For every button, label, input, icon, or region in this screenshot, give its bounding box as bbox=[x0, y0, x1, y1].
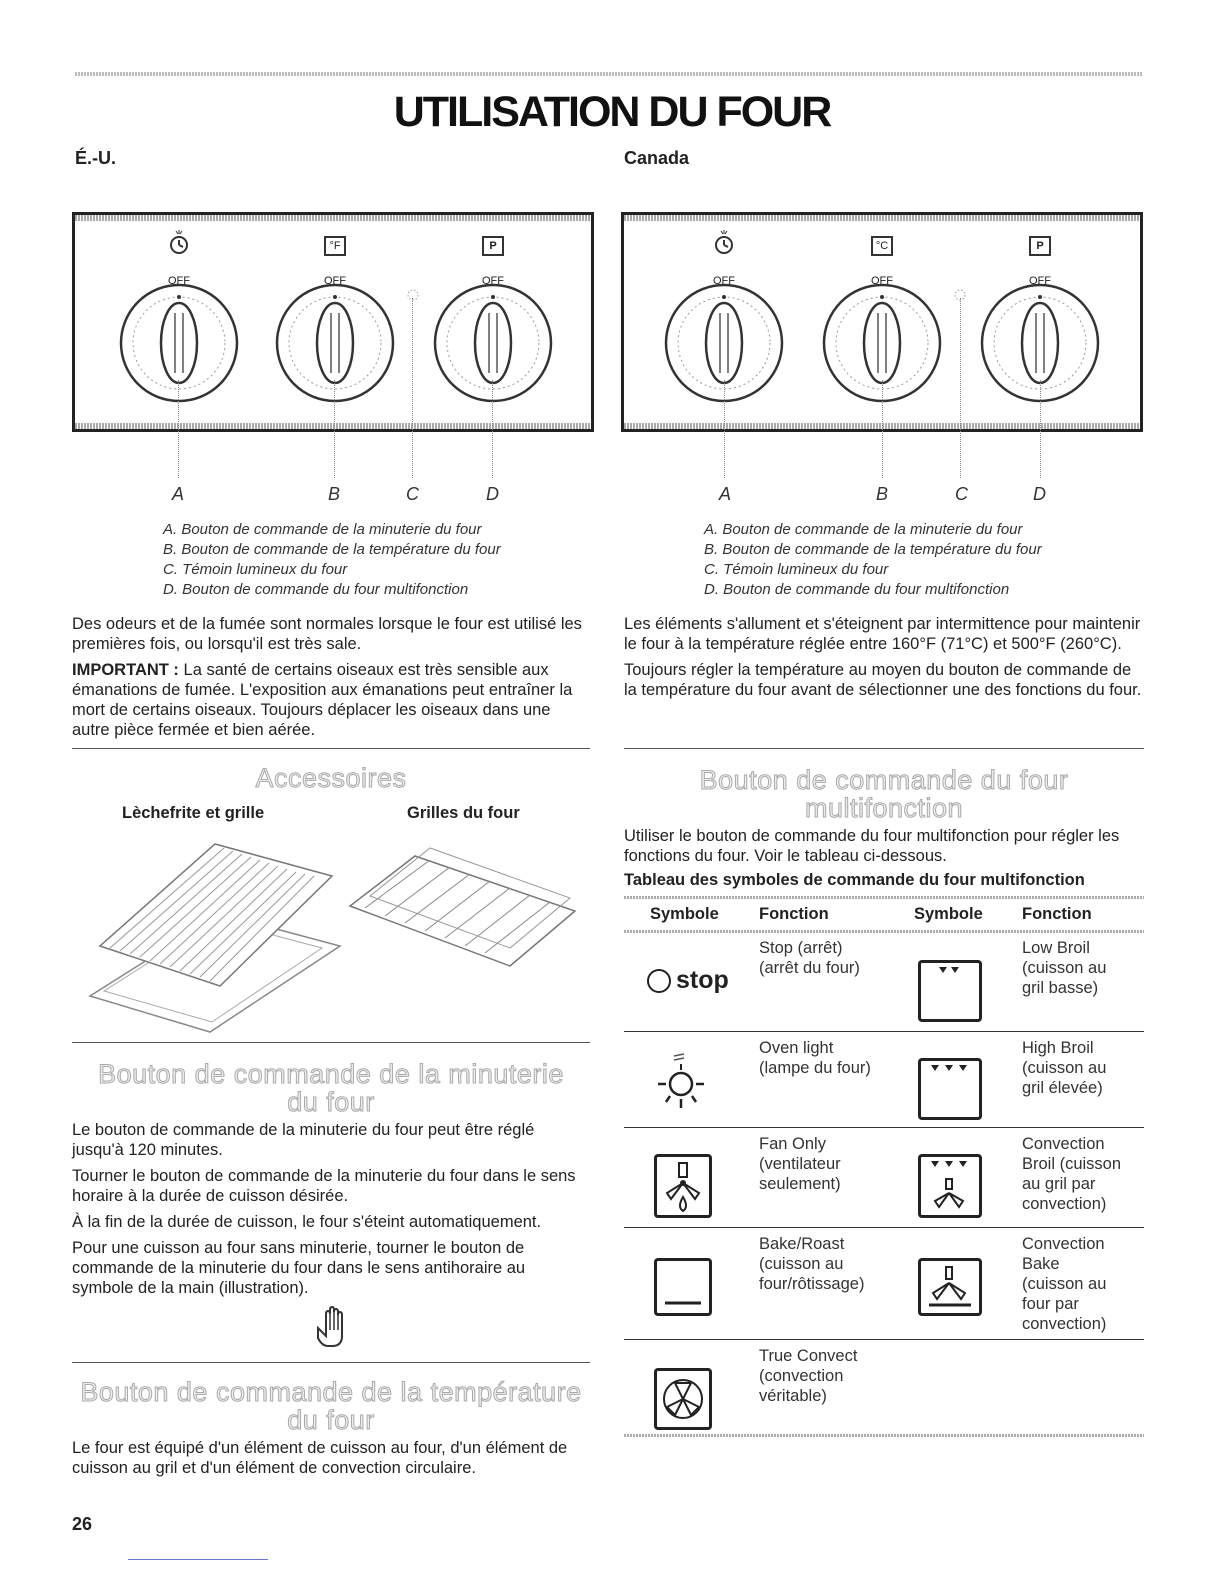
temperature-section-heading bbox=[72, 1378, 590, 1434]
multifunction-intro bbox=[624, 826, 1144, 872]
function-convection-broil: Convection Broil (cuisson au gril par convection) bbox=[1022, 1135, 1122, 1213]
function-true-convect: True Convect (convection véritable) bbox=[759, 1347, 858, 1405]
legend-item: A. Bouton de commande de la minuterie du four bbox=[704, 521, 1023, 538]
leader-d-canada bbox=[1040, 380, 1041, 478]
section-divider bbox=[72, 1042, 590, 1043]
high-broil-icon bbox=[918, 1058, 982, 1120]
true-convect-icon bbox=[654, 1368, 712, 1430]
table-top-rule bbox=[624, 896, 1144, 899]
p-icon: P bbox=[489, 240, 497, 252]
timer-knob-us[interactable] bbox=[121, 285, 237, 401]
legend-item: C. Témoin lumineux du four bbox=[163, 561, 348, 578]
timer-icon bbox=[716, 230, 732, 253]
timer-section-heading bbox=[72, 1060, 590, 1116]
oven-light-icon bbox=[654, 1052, 708, 1116]
fan-only-icon bbox=[654, 1154, 712, 1218]
symbols-table-title: Tableau des symboles de commande du four multifonction bbox=[624, 871, 1085, 889]
callout-d-us: D bbox=[486, 484, 499, 504]
oven-racks-image bbox=[350, 848, 575, 966]
off-label-timer-canada: OFF bbox=[713, 275, 735, 287]
footer-rule bbox=[128, 1559, 268, 1560]
table-row-rule bbox=[624, 1031, 1144, 1032]
table-row-rule bbox=[624, 1339, 1144, 1340]
bake-roast-icon bbox=[654, 1258, 712, 1316]
off-label-multi-us: OFF bbox=[482, 275, 504, 287]
leader-d-us bbox=[492, 380, 493, 478]
accessories-heading: Accessoires bbox=[255, 763, 407, 793]
col-header-symbol-1: Symbole bbox=[650, 905, 719, 923]
fahrenheit-icon: °F bbox=[329, 240, 341, 252]
section-divider bbox=[624, 748, 1144, 749]
celsius-icon: °C bbox=[875, 240, 889, 252]
leader-a-canada bbox=[724, 380, 725, 478]
legend-item: B. Bouton de commande de la température du four bbox=[163, 541, 501, 558]
left-intro-text bbox=[72, 614, 590, 746]
leader-b-canada bbox=[882, 380, 883, 478]
leader-b-us bbox=[334, 380, 335, 478]
legend-item: C. Témoin lumineux du four bbox=[704, 561, 889, 578]
timer-heading-line2: du four bbox=[287, 1087, 375, 1117]
multifunction-heading-line1: Bouton de commande du four bbox=[699, 765, 1069, 795]
important-paragraph bbox=[72, 660, 590, 740]
important-label: IMPORTANT : bbox=[72, 661, 179, 679]
table-row-rule bbox=[624, 1127, 1144, 1128]
multifunction-knob-us[interactable] bbox=[435, 285, 551, 401]
temperature-knob-us[interactable] bbox=[277, 285, 393, 401]
important-text: La santé de certains oiseaux est très sensible aux émanations de fumée. L'exposition aux émanations peut entraîner la mort de certains oiseaux. Toujours déplacer les oiseaux dans une autre pièce fermée et bien aérée. bbox=[72, 661, 573, 739]
legend-item: D. Bouton de commande du four multifonction bbox=[163, 581, 469, 598]
legend-item: D. Bouton de commande du four multifonction bbox=[704, 581, 1010, 598]
legend-us bbox=[163, 520, 501, 600]
function-bake-roast: Bake/Roast (cuisson au four/rôtissage) bbox=[759, 1235, 865, 1293]
temperature-paragraph: Toujours régler la température au moyen du bouton de commande de la température du four avant de sélectionner une des fonctions du four. bbox=[624, 661, 1142, 699]
region-label-canada: Canada bbox=[624, 148, 690, 168]
legend-canada bbox=[704, 520, 1042, 600]
p-icon: P bbox=[1036, 240, 1044, 252]
stop-symbol-text: stop bbox=[676, 966, 729, 994]
accessory-label-oven-racks: Grilles du four bbox=[407, 804, 520, 822]
low-broil-icon bbox=[918, 960, 982, 1022]
temperature-paragraph: Le four est équipé d'un élément de cuisson au four, d'un élément de cuisson au gril et d'un élément de convection circulaire. bbox=[72, 1439, 568, 1477]
convection-bake-icon bbox=[918, 1258, 982, 1316]
function-high-broil: High Broil (cuisson au gril élevée) bbox=[1022, 1039, 1107, 1097]
stop-icon bbox=[646, 966, 736, 998]
off-label-temp-canada: OFF bbox=[871, 275, 893, 287]
table-bottom-rule bbox=[624, 1434, 1144, 1437]
timer-paragraph: À la fin de la durée de cuisson, le four s'éteint automatiquement. bbox=[72, 1213, 542, 1231]
off-label-temp-us: OFF bbox=[324, 275, 346, 287]
page-number: 26 bbox=[72, 1514, 93, 1534]
section-divider bbox=[72, 1362, 590, 1363]
section-divider bbox=[72, 748, 590, 749]
temperature-heading-line1: Bouton de commande de la température bbox=[80, 1377, 582, 1407]
callout-a-canada: A bbox=[719, 484, 732, 504]
timer-paragraph: Tourner le bouton de commande de la minuterie du four dans le sens horaire à la durée de cuisson désirée. bbox=[72, 1167, 576, 1205]
leader-c-canada bbox=[960, 298, 961, 478]
table-row-rule bbox=[624, 1227, 1144, 1228]
broiler-pan-image bbox=[90, 844, 340, 1032]
hand-symbol-icon bbox=[312, 1306, 350, 1350]
off-label-timer-us: OFF bbox=[168, 275, 190, 287]
callout-d-canada: D bbox=[1033, 484, 1046, 504]
function-oven-light: Oven light (lampe du four) bbox=[759, 1039, 871, 1077]
timer-icon bbox=[171, 230, 187, 253]
leader-a-us bbox=[178, 380, 179, 478]
callout-b-canada: B bbox=[876, 484, 889, 504]
element-paragraph: Les éléments s'allument et s'éteignent par intermittence pour maintenir le four à la température réglée entre 160°F (71°C) et 500°F (260°C). bbox=[624, 615, 1141, 653]
function-fan-only: Fan Only (ventilateur seulement) bbox=[759, 1135, 841, 1193]
region-label-us: É.-U. bbox=[75, 148, 117, 168]
temperature-heading-line2: du four bbox=[287, 1405, 375, 1435]
callout-c-canada: C bbox=[955, 484, 968, 504]
table-header-rule bbox=[624, 930, 1144, 933]
col-header-symbol-2: Symbole bbox=[914, 905, 983, 923]
smoke-paragraph: Des odeurs et de la fumée sont normales lorsque le four est utilisé les premières fois, ou lorsqu'il est très sale. bbox=[72, 615, 582, 653]
convection-broil-icon bbox=[918, 1154, 982, 1218]
off-label-multi-canada: OFF bbox=[1029, 275, 1051, 287]
page-title: UTILISATION DU FOUR bbox=[393, 88, 831, 136]
col-header-function-1: Fonction bbox=[759, 905, 829, 923]
accessories-illustration bbox=[70, 836, 590, 1036]
function-convection-bake: Convection Bake (cuisson au four par convection) bbox=[1022, 1235, 1107, 1333]
temperature-section-text bbox=[72, 1438, 590, 1484]
timer-section-text bbox=[72, 1120, 590, 1304]
col-header-function-2: Fonction bbox=[1022, 905, 1092, 923]
control-panel-us bbox=[72, 212, 594, 432]
timer-paragraph: Le bouton de commande de la minuterie du four peut être réglé jusqu'à 120 minutes. bbox=[72, 1121, 535, 1159]
function-stop: Stop (arrêt) (arrêt du four) bbox=[759, 939, 860, 977]
legend-item: A. Bouton de commande de la minuterie du four bbox=[163, 521, 482, 538]
top-divider bbox=[75, 72, 1143, 76]
right-intro-text bbox=[624, 614, 1144, 706]
timer-heading-line1: Bouton de commande de la minuterie bbox=[98, 1059, 564, 1089]
multifunction-paragraph: Utiliser le bouton de commande du four multifonction pour régler les fonctions du four. Voir le tableau ci-dessous. bbox=[624, 827, 1120, 865]
timer-paragraph: Pour une cuisson au four sans minuterie, tourner le bouton de commande de la minuterie du four dans le sens antihoraire au symbole de la main (illustration). bbox=[72, 1239, 526, 1297]
leader-c-us bbox=[412, 298, 413, 478]
legend-item: B. Bouton de commande de la température du four bbox=[704, 541, 1042, 558]
indicator-light-us bbox=[408, 290, 418, 300]
callout-a-us: A bbox=[172, 484, 185, 504]
callout-b-us: B bbox=[328, 484, 341, 504]
function-low-broil: Low Broil (cuisson au gril basse) bbox=[1022, 939, 1107, 997]
multifunction-section-heading bbox=[624, 766, 1144, 822]
callout-c-us: C bbox=[406, 484, 419, 504]
multifunction-heading-line2: multifonction bbox=[804, 793, 964, 823]
accessory-label-broiler-pan: Lèchefrite et grille bbox=[122, 804, 265, 822]
